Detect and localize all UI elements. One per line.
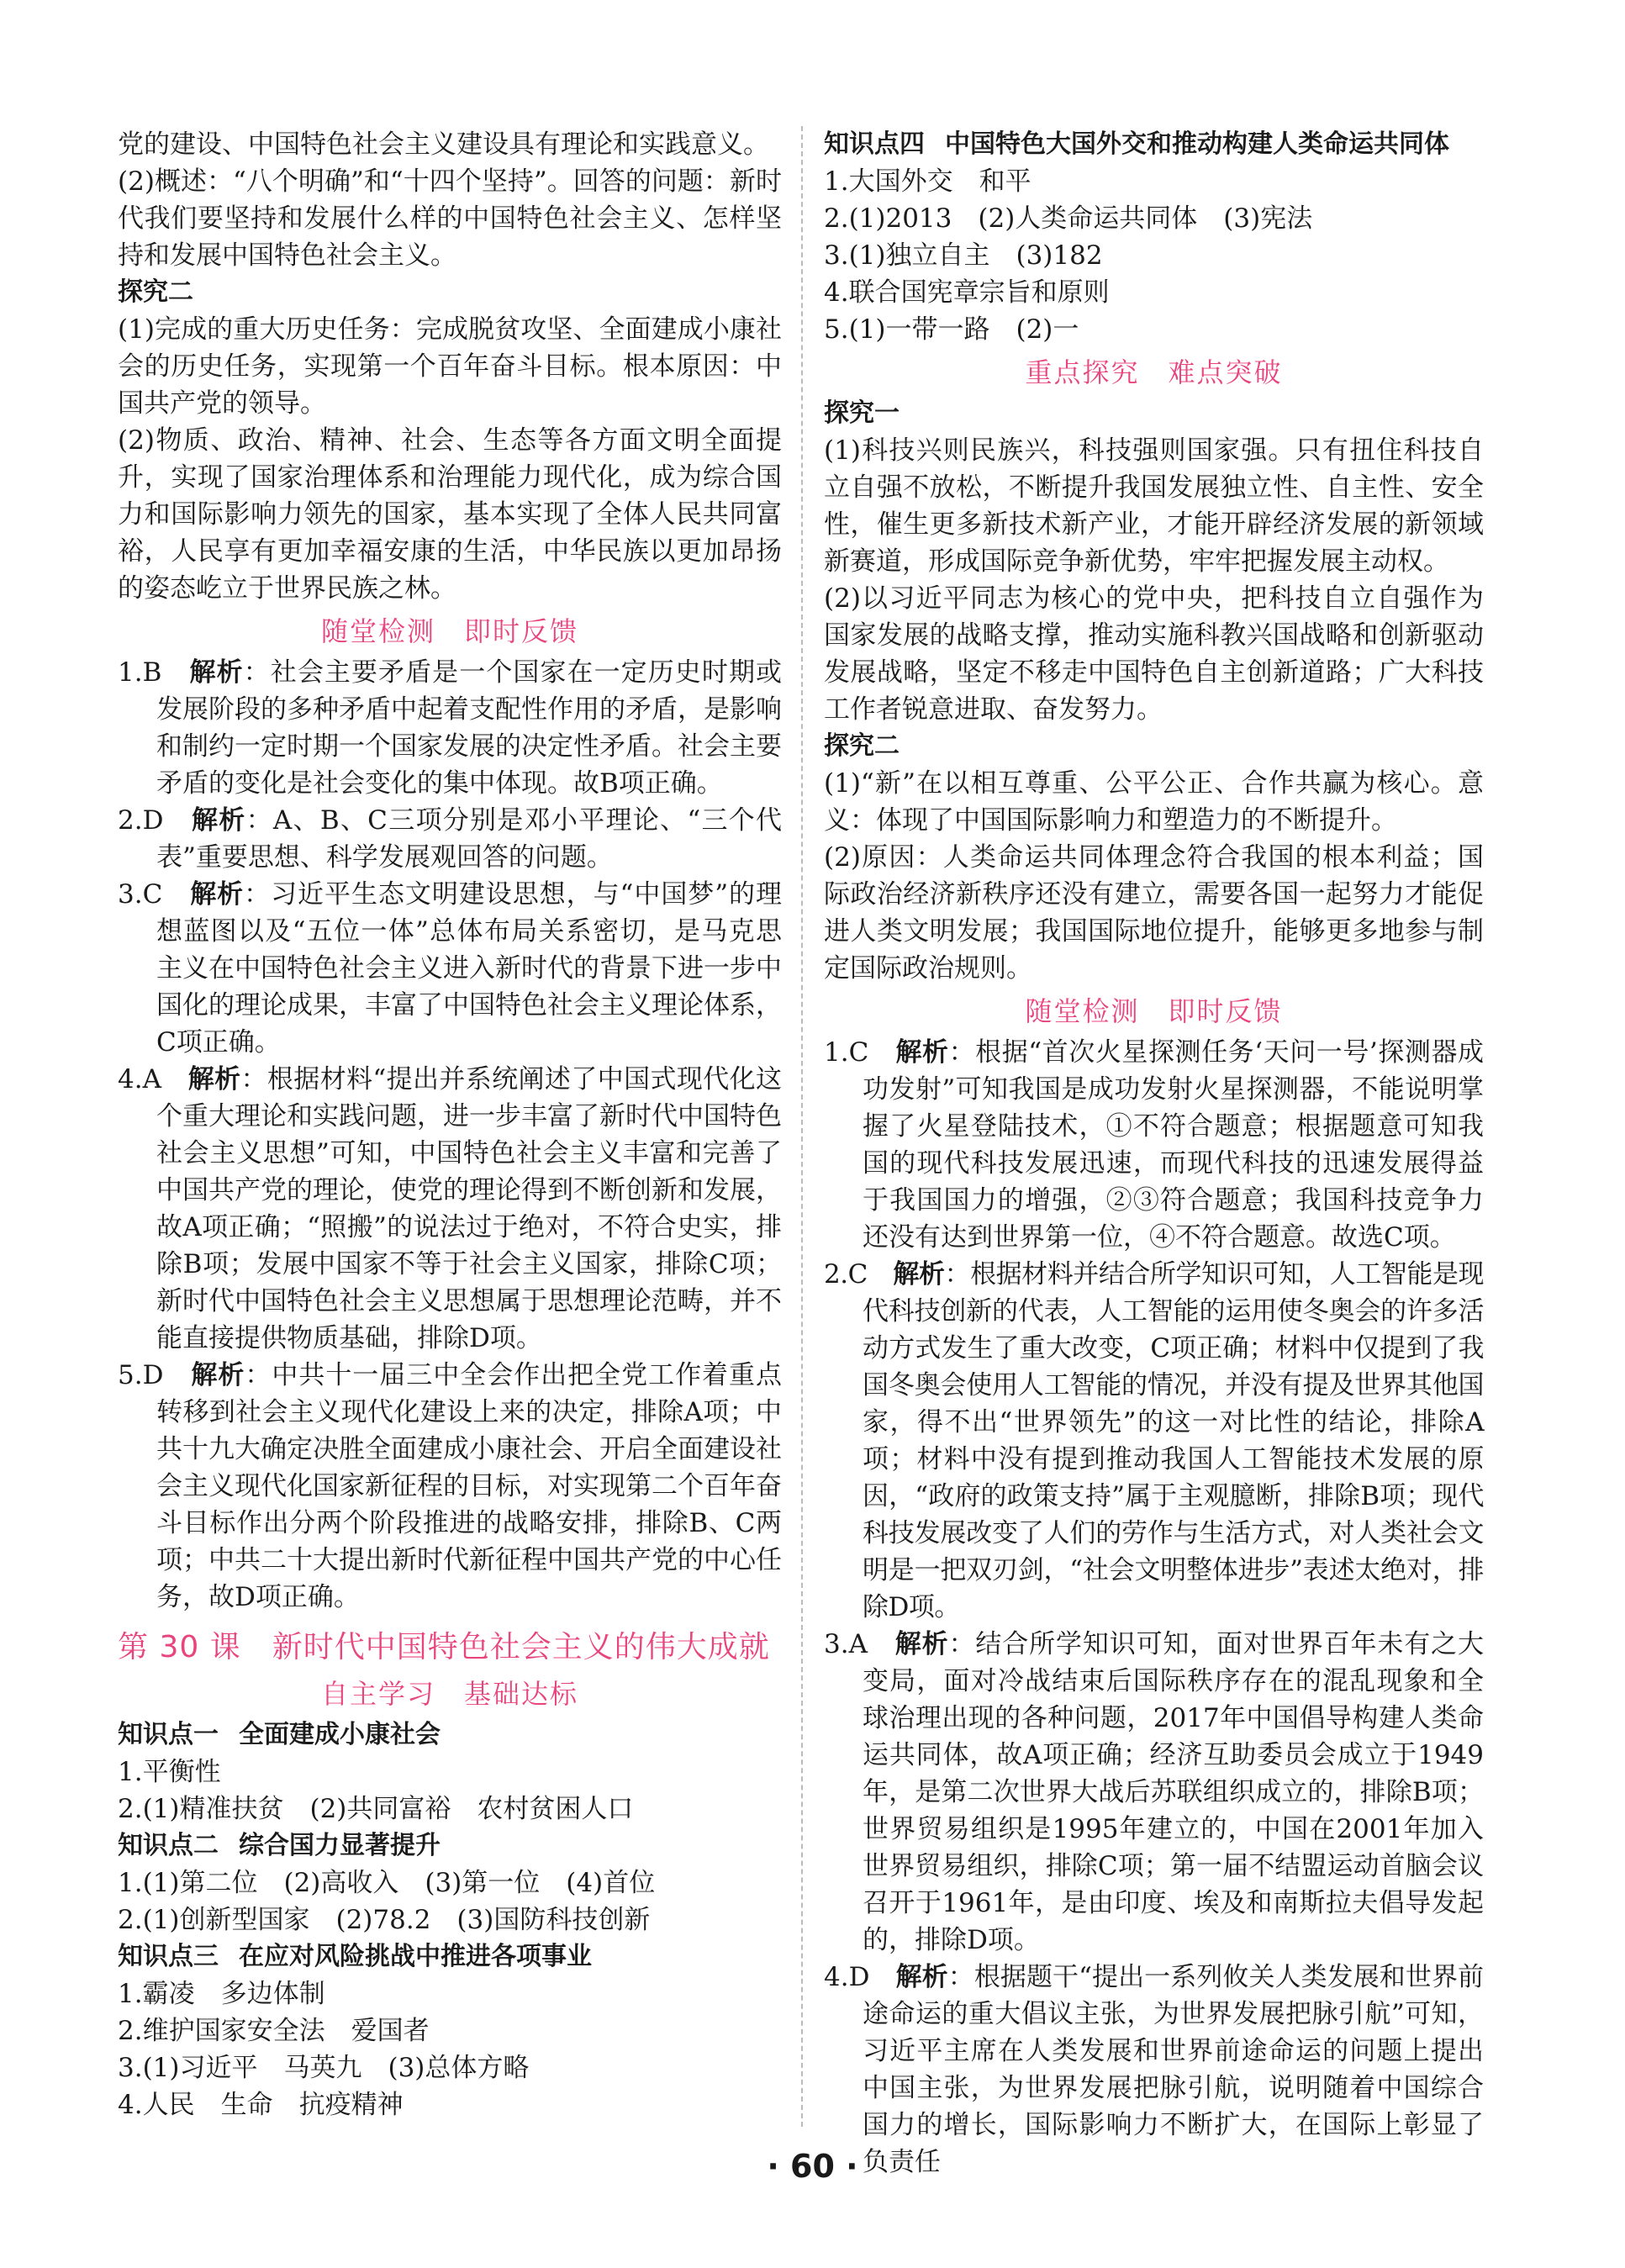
knowledge-point-2-heading [118,1828,782,1865]
answer-text: ：结合所学知识可知，面对世界百年未有之大变局，面对冷战结束后国际秩序存在的混乱现象和全球治理出现的各种问题，2017年中国倡导构建人类命运共同体，故A项正确；经济互助委员会成立于1949年，是第二次世界大战后苏联组织成立的，排除B项；世界贸易组织是1995年建立的，中国在2001年加入世界贸易组织，排除C项；第一届不结盟运动首脑会议召开于1961年，是由印度、埃及和南斯拉夫倡导发起的，排除D项。 [863,1629,1485,1955]
tanjiu2-para-1: (1)完成的重大历史任务：完成脱贫攻坚、全面建成小康社会的历史任务，实现第一个百年奋斗目标。根本原因：中国共产党的领导。 [118,314,782,419]
answer-text: ：根据材料“提出并系统阐述了中国式现代化这个重大理论和实践问题，进一步丰富了新时代中国特色社会主义思想”可知，中国特色社会主义丰富和完善了中国共产党的理论，使党的理论得到不断创新和发展，故A项正确；“照搬”的说法过于绝对，不符合史实，排除B项；发展中国家不等于社会主义国家，排除C项；新时代中国特色社会主义思想属于思想理论范畴，并不能直接提供物质基础，排除D项。 [156,1064,782,1353]
knowledge-point-1-heading [118,1717,782,1754]
answer-text: ：习近平生态文明建设思想，与“中国梦”的理想蓝图以及“五位一体”总体布局关系密切，是马克思主义在中国特色社会主义进入新时代的背景下进一步中国化的理论成果，丰富了中国特色社会主义理论体系，C项正确。 [156,879,783,1058]
kp-title: 在应对风险挑战中推进各项事业 [239,1942,592,1971]
answer-number: 1.B [118,657,162,688]
answer-item [118,654,782,802]
kp-label: 知识点二 [118,1831,219,1860]
answer-text: ：A、B、C三项分别是邓小平理论、“三个代表”重要思想、科学发展观回答的问题。 [156,805,783,873]
answer-text: ：根据题干“提出一系列攸关人类发展和世界前途命运的重大倡议主张，为世界发展把脉引航”可知，习近平主席在人类发展和世界前途命运的问题上提出中国主张，为世界发展把脉引航，说明随着中国综合国力的增长，国际影响力不断扩大，在国际上彰显了负责任 [863,1962,1485,2177]
section-title-key-points: 重点探究 难点突破 [1025,356,1283,388]
intro-text-1: 党的建设、中国特色社会主义建设具有理论和实践意义。 [118,129,769,160]
answer-text: ：中共十一届三中全会作出把全党工作着重点转移到社会主义现代化建设上来的决定，排除A项；中共十九大确定决胜全面建成小康社会、开启全面建设社会主义现代化国家新征程的目标，对实现第二个百年奋斗目标作出分两个阶段推进的战略安排，排除B、C两项；中共二十大提出新时代新征程中国共产党的中心任务，故D项正确。 [156,1360,783,1612]
kp1-item: 2.(1)精准扶贫 (2)共同富裕 农村贫困人口 [118,1794,634,1824]
tanjiu2-para-2: (2)物质、政治、精神、社会、生态等各方面文明全面提升，实现了国家治理体系和治理能力现代化，成为综合国力和国际影响力领先的国家，基本实现了全体人民共同富裕，人民享有更加幸福安康的生活，中华民族以更加昂扬的姿态屹立于世界民族之林。 [118,425,782,604]
kp2-item: 1.(1)第二位 (2)高收入 (3)第一位 (4)首位 [118,1868,656,1898]
answer-item [824,1034,1484,1256]
answer-number: 2.C [824,1259,868,1290]
kp-title: 中国特色大国外交和推动构建人类命运共同体 [945,129,1449,159]
kp-label: 知识点四 [824,129,925,159]
answer-item [118,1357,782,1616]
kp-label: 知识点三 [118,1942,219,1971]
kp3-item: 3.(1)习近平 马英九 (3)总体方略 [118,2053,530,2083]
kp-label: 知识点一 [118,1720,219,1749]
tanjiu2-para-2: (2)原因：人类命运共同体理念符合我国的根本利益；国际政治经济新秩序还没有建立，需要各国一起努力才能促进人类文明发展；我国国际地位提升，能够更多地参与制定国际政治规则。 [824,842,1484,984]
answer-number: 2.D [118,805,164,836]
tanjiu1-heading: 探究一 [824,398,900,428]
kp3-item: 4.人民 生命 抗疫精神 [118,2090,404,2120]
section-title-feedback: 随堂检测 即时反馈 [320,615,578,647]
answer-label: 解析 [189,657,244,688]
knowledge-point-4-heading [824,126,1484,163]
answer-number: 4.D [824,1962,870,1992]
answer-label: 解析 [187,1064,241,1094]
answer-item [824,1256,1484,1626]
answer-text: ：根据“首次火星探测任务‘天问一号’探测器成功发射”可知我国是成功发射火星探测器，不能说明掌握了火星登陆技术，①不符合题意；根据题意可知我国的现代科技发展迅速，而现代科技的迅速发展得益于我国国力的增强，②③符合题意；我国科技竞争力还没有达到世界第一位，④不符合题意。故选C项。 [863,1037,1485,1253]
answer-text: ：根据材料并结合所学知识可知，人工智能是现代科技创新的代表，人工智能的运用使冬奥会的许多活动方式发生了重大改变，C项正确；材料中仅提到了我国冬奥会使用人工智能的情况，并没有提及世界其他国家，得不出“世界领先”的这一对比性的结论，排除A项；材料中没有提到推动我国人工智能技术发展的原因，“政府的政策支持”属于主观臆断，排除B项；现代科技发展改变了人们的劳作与生活方式，对人类社会文明是一把双刃剑，“社会文明整体进步”表述太绝对，排除D项。 [863,1259,1485,1622]
tanjiu2-para-1: (1)“新”在以相互尊重、公平公正、合作共赢为核心。意义：体现了中国国际影响力和塑造力的不断提升。 [824,768,1484,836]
kp-title: 全面建成小康社会 [239,1720,441,1749]
kp4-item: 2.(1)2013 (2)人类命运共同体 (3)宪法 [824,203,1313,234]
column-divider [801,126,803,2127]
kp-title: 综合国力显著提升 [239,1831,441,1860]
kp1-item: 1.平衡性 [118,1757,221,1787]
intro-text-2: (2)概述：“八个明确”和“十四个坚持”。回答的问题：新时代我们要坚持和发展什么样的中国特色社会主义、怎样坚持和发展中国特色社会主义。 [118,166,782,271]
answer-text: ：社会主要矛盾是一个国家在一定历史时期或发展阶段的多种矛盾中起着支配性作用的矛盾，是影响和制约一定时期一个国家发展的决定性矛盾。社会主要矛盾的变化是社会变化的集中体现。故B项正确。 [156,657,783,799]
kp2-item: 2.(1)创新型国家 (2)78.2 (3)国防科技创新 [118,1905,651,1935]
answer-item [118,876,782,1061]
kp4-item: 3.(1)独立自主 (3)182 [824,240,1103,271]
answer-label: 解析 [894,1629,949,1659]
kp3-item: 1.霸凌 多边体制 [118,1979,325,2009]
answer-number: 5.D [118,1360,164,1390]
tanjiu1-para-2: (2)以习近平同志为核心的党中央，把科技自立自强作为国家发展的战略支撑，推动实施科教兴国战略和创新驱动发展战略，坚定不移走中国特色自主创新道路；广大科技工作者锐意进取、奋发努力。 [824,583,1484,725]
answer-label: 解析 [893,1259,945,1290]
page-number: · 60 · [767,2148,858,2185]
kp3-item: 2.维护国家安全法 爱国者 [118,2016,430,2046]
answer-label: 解析 [895,1962,948,1992]
answer-label: 解析 [192,805,246,836]
answer-label: 解析 [895,1037,949,1068]
knowledge-point-3-heading [118,1938,782,1975]
answer-label: 解析 [191,1360,245,1390]
answer-number: 3.A [824,1629,868,1659]
right-column [824,126,1485,2177]
answer-item [824,1626,1484,1959]
answer-item [118,1061,782,1357]
answer-label: 解析 [190,879,245,910]
tanjiu1-para-1: (1)科技兴则民族兴，科技强则国家强。只有扭住科技自立自强不放松，不断提升我国发展独立性、自主性、安全性，催生更多新技术新产业，才能开辟经济发展的新领域新赛道，形成国际竞争新优势，牢牢把握发展主动权。 [824,435,1484,577]
answer-item [118,802,782,876]
answer-number: 3.C [118,879,163,910]
kp4-item: 4.联合国宪章宗旨和原则 [824,277,1110,308]
kp4-item: 5.(1)一带一路 (2)一 [824,314,1079,345]
answer-number: 4.A [118,1064,161,1094]
kp4-item: 1.大国外交 和平 [824,166,1031,197]
answer-number: 1.C [824,1037,869,1068]
tanjiu2-heading: 探究二 [824,731,900,761]
tanjiu2-heading: 探究二 [118,277,193,307]
section-title-feedback: 随堂检测 即时反馈 [1025,995,1283,1027]
lesson-title: 第 30 课 新时代中国特色社会主义的伟大成就 [118,1630,770,1664]
section-title-self-study: 自主学习 基础达标 [320,1678,578,1710]
left-column [118,126,782,2134]
